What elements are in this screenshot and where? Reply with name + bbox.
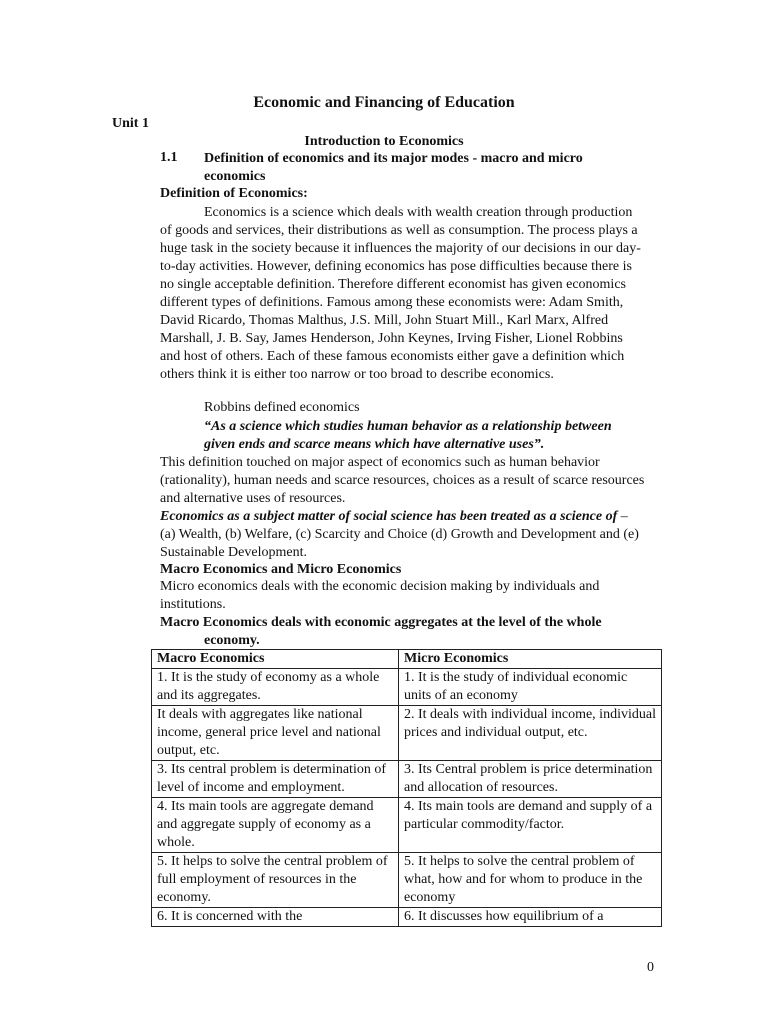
document-title: Economic and Financing of Education: [253, 94, 515, 111]
table-row: [152, 669, 662, 706]
section-number: 1.1: [160, 150, 178, 165]
comparison-table: [151, 649, 662, 927]
table-row: [152, 761, 662, 798]
table-cell-micro: 5. It helps to solve the central problem of what, how and for whom to produce in the economy: [399, 853, 662, 908]
table-cell-micro: 1. It is the study of individual economic units of an economy: [399, 669, 662, 706]
robbins-intro: Robbins defined economics: [204, 400, 360, 415]
table-cell-macro: It deals with aggregates like national income, general price level and national output, etc.: [152, 706, 399, 761]
table-cell-macro: 1. It is the study of economy as a whole and its aggregates.: [152, 669, 399, 706]
table-row: [152, 798, 662, 853]
table-cell-micro: 2. It deals with individual income, individual prices and individual output, etc.: [399, 706, 662, 761]
table-row: [152, 706, 662, 761]
robbins-quote: “As a science which studies human behavior as a relationship between given ends and scarce means which have alternative uses”.: [204, 419, 612, 452]
paragraph-definition-aspects: This definition touched on major aspect of economics such as human behavior (rationality), human needs and scarce resources, choices as a result of scarce resources and alternative uses of resources.: [160, 455, 645, 506]
table-cell-macro: 5. It helps to solve the central problem of full employment of resources in the economy.: [152, 853, 399, 908]
paragraph-micro-definition: Micro economics deals with the economic decision making by individuals and institutions.: [160, 579, 600, 612]
macro-micro-heading: Macro Economics and Micro Economics: [160, 562, 402, 577]
intro-heading: Introduction to Economics: [304, 134, 464, 149]
table-cell-macro: 3. Its central problem is determination of level of income and employment.: [152, 761, 399, 798]
unit-label: Unit 1: [112, 116, 149, 131]
table-cell-micro: 4. Its main tools are demand and supply of a particular commodity/factor.: [399, 798, 662, 853]
table-cell-macro: 4. Its main tools are aggregate demand and aggregate supply of economy as a whole.: [152, 798, 399, 853]
page-number: 0: [647, 960, 654, 975]
header-micro: Micro Economics: [399, 650, 662, 669]
macro-definition-line1: Macro Economics deals with economic aggregates at the level of the whole: [160, 615, 602, 630]
table-row: [152, 853, 662, 908]
paragraph-economics-definition: Economics is a science which deals with wealth creation through production of goods and services, their distributions as well as consumption. The process plays a huge task in the society because it influences the majority of our decisions in our day-to-day activities. However, defining economics has pose difficulties because there is no single acceptable definition. Therefore different economist has given economics different types of definitions. Famous among these economists were: Adam Smith, David Ricardo, Thomas Malthus, J.S. Mill, John Stuart Mill., Karl Marx, Alfred Marshall, J. B. Say, James Henderson, John Keynes, Irving Fisher, Lionel Robbins and host of others. Each of these famous economists either gave a definition which others think it is either too narrow or too broad to describe economics.: [160, 205, 641, 382]
paragraph-macro-definition: [160, 614, 646, 650]
table-header-row: [152, 650, 662, 669]
macro-definition-line2: economy.: [204, 633, 260, 648]
table-cell-micro: 6. It discusses how equilibrium of a: [399, 908, 662, 927]
subject-matter-list: – (a) Wealth, (b) Welfare, (c) Scarcity and Choice (d) Growth and Development and (e) Sustainable Development.: [160, 509, 639, 560]
section-title: Definition of economics and its major modes - macro and micro economics: [204, 151, 583, 184]
header-macro: Macro Economics: [152, 650, 399, 669]
table-row: [152, 908, 662, 927]
table-cell-micro: 3. Its Central problem is price determination and allocation of resources.: [399, 761, 662, 798]
table-cell-macro: 6. It is concerned with the: [152, 908, 399, 927]
subject-matter-emphasis: Economics as a subject matter of social science has been treated as a science of: [160, 509, 618, 524]
definition-heading: Definition of Economics:: [160, 186, 308, 201]
paragraph-subject-matter: [160, 508, 646, 562]
